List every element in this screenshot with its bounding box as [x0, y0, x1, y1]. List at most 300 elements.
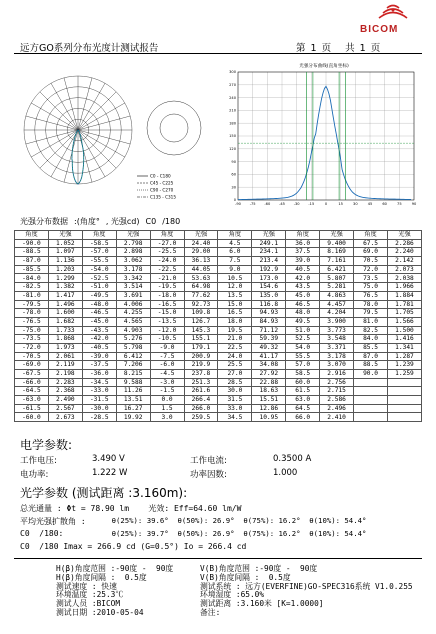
table-row — [15, 265, 422, 274]
table-cell: 1.781 — [387, 300, 421, 309]
curve-x-tick: 75 — [397, 202, 402, 206]
polar-spoke — [78, 116, 130, 130]
table-cell: 2.283 — [48, 378, 82, 387]
table-cell: 1.705 — [387, 309, 421, 318]
flux-line: 总光通量 : Φt = 78.90 lm 光效: Eff=64.60 lm/W — [20, 504, 242, 513]
table-cell: 2.673 — [48, 413, 82, 422]
table-cell: 81.0 — [354, 317, 388, 326]
table-cell: 4.5 — [218, 239, 252, 248]
table-cell: -15.0 — [150, 309, 184, 318]
polar-spoke — [78, 130, 130, 144]
table-row — [15, 326, 422, 335]
table-cell: 52.5 — [286, 335, 320, 344]
table-cell: 84.0 — [354, 335, 388, 344]
table-cell: 2.756 — [320, 378, 354, 387]
legend-c135: C135 - C315 — [150, 194, 177, 200]
table-cell: 44.05 — [184, 265, 218, 274]
table-cell: 2.496 — [320, 404, 354, 413]
table-cell: -57.0 — [82, 248, 116, 257]
table-cell: 29.00 — [184, 248, 218, 257]
table-cell: 2.586 — [320, 396, 354, 405]
table-cell: -3.0 — [150, 378, 184, 387]
table-cell: 2.119 — [48, 361, 82, 370]
table-cell: 45.0 — [286, 291, 320, 300]
table-cell: -4.5 — [150, 370, 184, 379]
table-cell: 1.973 — [48, 343, 82, 352]
table-cell: -54.0 — [82, 265, 116, 274]
table-row — [15, 404, 422, 413]
polar-detail-ring — [160, 114, 188, 142]
table-cell: 87.0 — [354, 352, 388, 361]
table-cell: 1.5 — [150, 404, 184, 413]
table-cell: 19.5 — [218, 326, 252, 335]
curve-x-tick: -15 — [308, 202, 315, 206]
table-cell: 4.255 — [116, 309, 150, 318]
table-cell: -39.0 — [82, 352, 116, 361]
polar-spoke — [64, 78, 78, 130]
table-cell: 22.88 — [252, 378, 286, 387]
table-cell: 3.514 — [116, 283, 150, 292]
table-cell: -7.5 — [150, 352, 184, 361]
table-cell: 53.63 — [184, 274, 218, 283]
curve-x-tick: 90 — [411, 202, 417, 206]
table-cell: 3.062 — [116, 257, 150, 266]
table-cell: -66.0 — [15, 378, 49, 387]
table-cell: 28.5 — [218, 378, 252, 387]
table-cell: 2.368 — [48, 387, 82, 396]
table-cell: 21.0 — [218, 335, 252, 344]
table-cell: -28.5 — [82, 413, 116, 422]
table-cell: 78.0 — [354, 300, 388, 309]
table-cell: 259.5 — [184, 413, 218, 422]
distribution-table — [14, 230, 422, 422]
table-cell: 237.8 — [184, 370, 218, 379]
table-cell: -63.0 — [15, 396, 49, 405]
table-cell: 4.565 — [116, 317, 150, 326]
table-cell: 79.5 — [354, 309, 388, 318]
table-cell: 75.0 — [354, 283, 388, 292]
table-header-cell: 光强 — [320, 231, 354, 240]
table-cell: -73.5 — [15, 335, 49, 344]
table-cell: 12.0 — [218, 283, 252, 292]
table-cell: 58.5 — [286, 370, 320, 379]
table-header-cell: 光强 — [387, 231, 421, 240]
table-cell — [387, 413, 421, 422]
table-cell: 213.4 — [252, 257, 286, 266]
table-cell: -43.5 — [82, 326, 116, 335]
table-cell: 6.0 — [218, 248, 252, 257]
table-cell: 2.073 — [387, 265, 421, 274]
table-cell: -72.0 — [15, 343, 49, 352]
table-cell: 2.286 — [387, 239, 421, 248]
table-cell: -10.5 — [150, 335, 184, 344]
table-cell: 1.382 — [48, 283, 82, 292]
curve-y-tick: 300 — [229, 70, 236, 75]
table-cell: 90.0 — [354, 370, 388, 379]
table-cell: 192.9 — [252, 265, 286, 274]
beam-angle-row2: θ(25%): 39.7° θ(50%): 26.9° θ(75%): 16.2° θ(10%): 54.4° — [94, 529, 367, 538]
table-cell: 1.682 — [48, 317, 82, 326]
table-cell: -58.5 — [82, 239, 116, 248]
curve-x-tick: 45 — [367, 202, 373, 206]
table-cell: 3.178 — [320, 352, 354, 361]
polar-spoke — [26, 130, 78, 144]
table-cell: 18.63 — [252, 387, 286, 396]
polar-spoke — [64, 130, 78, 182]
table-cell: 42.0 — [286, 274, 320, 283]
table-cell: 1.966 — [387, 283, 421, 292]
table-cell: 25.5 — [218, 361, 252, 370]
table-cell: 2.061 — [48, 352, 82, 361]
table-cell: 9.400 — [320, 239, 354, 248]
table-cell: 3.0 — [150, 413, 184, 422]
cartesian-intensity-chart — [216, 58, 422, 220]
table-cell: 5.281 — [320, 283, 354, 292]
table-cell: 15.51 — [252, 396, 286, 405]
table-cell: 2.898 — [116, 248, 150, 257]
table-cell: 4.006 — [116, 300, 150, 309]
curve-x-tick: -30 — [293, 202, 300, 206]
table-cell: 7.5 — [218, 257, 252, 266]
table-cell: 1.136 — [48, 257, 82, 266]
curve-x-tick: 0 — [324, 202, 328, 206]
table-cell: -30.0 — [82, 404, 116, 413]
table-cell: 2.410 — [320, 413, 354, 422]
table-cell: 1.417 — [48, 291, 82, 300]
table-cell: -87.0 — [15, 257, 49, 266]
table-cell — [387, 387, 421, 396]
table-cell: 173.0 — [252, 274, 286, 283]
polar-spoke — [78, 130, 105, 177]
polar-detail-ring — [147, 101, 201, 155]
table-cell: -34.5 — [82, 378, 116, 387]
table-cell: 9.588 — [116, 378, 150, 387]
table-cell: 249.1 — [252, 239, 286, 248]
table-cell: 4.204 — [320, 309, 354, 318]
table-cell: 27.0 — [218, 370, 252, 379]
table-cell: -52.5 — [82, 274, 116, 283]
table-cell: 11.26 — [116, 387, 150, 396]
polar-intensity-chart — [14, 58, 214, 218]
table-cell: 57.0 — [286, 361, 320, 370]
polar-spoke — [51, 83, 78, 130]
table-cell: 18.0 — [218, 317, 252, 326]
table-cell: 63.0 — [286, 396, 320, 405]
table-header-cell: 角度 — [150, 231, 184, 240]
table-cell: 92.73 — [184, 300, 218, 309]
table-cell: 3.371 — [320, 343, 354, 352]
table-row — [15, 239, 422, 248]
table-cell: 12.86 — [252, 404, 286, 413]
curve-y-tick: 60 — [231, 172, 236, 177]
table-cell: 88.5 — [354, 361, 388, 370]
table-cell: 60.0 — [286, 378, 320, 387]
table-cell: 85.5 — [354, 343, 388, 352]
table-cell: 1.566 — [387, 317, 421, 326]
power-value: 1.222 W — [92, 468, 128, 478]
table-cell: 48.0 — [286, 309, 320, 318]
curve-x-tick: 30 — [353, 202, 358, 206]
table-cell: 1.203 — [48, 265, 82, 274]
table-row — [15, 283, 422, 292]
table-cell: 1.239 — [387, 361, 421, 370]
curve-x-tick: 60 — [382, 202, 387, 206]
table-cell: -21.0 — [150, 274, 184, 283]
polar-spoke — [78, 92, 116, 130]
table-cell: 2.198 — [48, 370, 82, 379]
polar-spoke — [31, 130, 78, 157]
table-cell: 15.0 — [218, 300, 252, 309]
table-cell: 51.0 — [286, 326, 320, 335]
table-cell: 5.798 — [116, 343, 150, 352]
table-cell: -81.0 — [15, 291, 49, 300]
table-cell: 266.0 — [184, 404, 218, 413]
page-info: 第 1 页 共 1 页 — [296, 43, 381, 54]
table-cell: 71.12 — [252, 326, 286, 335]
curve-y-tick: 0 — [233, 198, 236, 203]
table-cell: 36.13 — [184, 257, 218, 266]
table-cell: -82.5 — [15, 283, 49, 292]
curve-y-tick: 210 — [229, 108, 236, 113]
table-cell: 154.6 — [252, 283, 286, 292]
table-cell: 37.5 — [286, 248, 320, 257]
table-cell: 6.421 — [320, 265, 354, 274]
table-cell: 4.863 — [320, 291, 354, 300]
table-cell — [387, 378, 421, 387]
table-row — [15, 335, 422, 344]
curve-x-tick: -75 — [249, 202, 256, 206]
table-cell: -24.0 — [150, 257, 184, 266]
header-rule — [14, 53, 422, 54]
table-cell: 261.6 — [184, 387, 218, 396]
table-row — [15, 352, 422, 361]
table-row — [15, 317, 422, 326]
table-row — [15, 309, 422, 318]
table-cell: -67.5 — [15, 370, 49, 379]
table-cell: 24.0 — [218, 352, 252, 361]
power-label: 电功率: — [20, 470, 49, 480]
table-cell: 55.5 — [286, 352, 320, 361]
table-cell: 135.0 — [252, 291, 286, 300]
table-cell — [354, 413, 388, 422]
electrical-heading: 电学参数: — [20, 438, 73, 452]
curve-y-tick: 180 — [229, 121, 236, 126]
legend-c45: C45 - C225 — [150, 180, 174, 186]
table-cell: 61.5 — [286, 387, 320, 396]
table-cell: -36.0 — [82, 370, 116, 379]
table-cell: 2.715 — [320, 387, 354, 396]
polar-spoke — [78, 130, 92, 182]
table-cell: 1.868 — [48, 335, 82, 344]
distribution-heading: 光强分布数据 :(角度° , 光强cd) C0 /180 — [20, 217, 181, 226]
table-cell: 13.51 — [116, 396, 150, 405]
curve-y-tick: 30 — [231, 185, 236, 190]
table-cell: 34.08 — [252, 361, 286, 370]
table-cell: 49.32 — [252, 343, 286, 352]
current-label: 工作电流: — [190, 456, 227, 466]
table-cell: 2.038 — [387, 274, 421, 283]
table-cell: 234.1 — [252, 248, 286, 257]
table-cell: 219.9 — [184, 361, 218, 370]
table-cell: 31.5 — [218, 396, 252, 405]
table-row — [15, 248, 422, 257]
curve-title: 光强分布曲线(直角坐标) — [299, 64, 349, 69]
polar-spoke — [26, 116, 78, 130]
table-cell: -33.0 — [82, 387, 116, 396]
current-value: 0.3500 A — [273, 454, 312, 464]
table-cell — [354, 378, 388, 387]
table-cell: 10.95 — [252, 413, 286, 422]
table-cell: 1.341 — [387, 343, 421, 352]
table-cell: 116.8 — [252, 300, 286, 309]
table-cell: 251.3 — [184, 378, 218, 387]
table-cell: 69.0 — [354, 248, 388, 257]
table-cell: 72.0 — [354, 265, 388, 274]
table-cell: 6.412 — [116, 352, 150, 361]
table-cell: -75.0 — [15, 326, 49, 335]
table-cell: -42.0 — [82, 335, 116, 344]
table-cell: -27.0 — [150, 239, 184, 248]
table-cell: 155.1 — [184, 335, 218, 344]
polar-spoke — [78, 83, 105, 130]
table-cell: 3.548 — [320, 335, 354, 344]
table-cell: 54.0 — [286, 343, 320, 352]
table-cell: 19.92 — [116, 413, 150, 422]
legend-c90: C90 - C270 — [150, 187, 174, 193]
table-cell: 34.5 — [218, 413, 252, 422]
table-header-cell: 光强 — [116, 231, 150, 240]
table-cell: 76.5 — [354, 291, 388, 300]
table-header-cell: 角度 — [218, 231, 252, 240]
table-cell: -25.5 — [150, 248, 184, 257]
table-cell: -18.0 — [150, 291, 184, 300]
table-cell: 77.62 — [184, 291, 218, 300]
test-conditions-left: H(β)角度范围 :-90度 - 90度 H(β)角度间隔 : 0.5度 测试速度 : 快速 环境温度 :25.3℃ 测试人员 :BICOM 测试日期 :2010-05-04 — [56, 564, 174, 617]
table-cell: -9.0 — [150, 343, 184, 352]
beam-angle-cplane: C0 /180: — [20, 529, 64, 538]
table-cell: -51.0 — [82, 283, 116, 292]
table-cell: 64.98 — [184, 283, 218, 292]
table-cell: 46.5 — [286, 300, 320, 309]
table-cell: 1.287 — [387, 352, 421, 361]
table-cell: 94.93 — [252, 309, 286, 318]
table-cell: 49.5 — [286, 317, 320, 326]
table-cell: 0.0 — [150, 396, 184, 405]
polar-spoke — [40, 92, 78, 130]
table-cell: 1.052 — [48, 239, 82, 248]
table-cell: 5.276 — [116, 335, 150, 344]
table-cell: 66.0 — [286, 413, 320, 422]
table-cell: 3.691 — [116, 291, 150, 300]
table-cell: 1.884 — [387, 291, 421, 300]
table-cell: 266.4 — [184, 396, 218, 405]
table-row — [15, 370, 422, 379]
curve-y-tick: 240 — [229, 95, 236, 100]
table-cell: 5.807 — [320, 274, 354, 283]
table-cell: 16.27 — [116, 404, 150, 413]
table-cell: -16.5 — [150, 300, 184, 309]
table-header-cell: 光强 — [184, 231, 218, 240]
curve-y-tick: 150 — [229, 134, 236, 139]
table-cell: -55.5 — [82, 257, 116, 266]
report-title: 远方GO系列分布光度计测试报告 — [20, 43, 159, 54]
table-cell: 145.3 — [184, 326, 218, 335]
table-header-cell: 角度 — [15, 231, 49, 240]
table-cell: 22.5 — [218, 343, 252, 352]
table-cell: -12.0 — [150, 326, 184, 335]
table-cell: 73.5 — [354, 274, 388, 283]
table-cell: 179.1 — [184, 343, 218, 352]
table-cell: -70.5 — [15, 352, 49, 361]
table-row — [15, 413, 422, 422]
beam-angle-title: 平均光强扩散角 : — [20, 517, 86, 526]
table-cell: 1.733 — [48, 326, 82, 335]
logo-text: BICOM — [360, 24, 399, 35]
table-cell: 200.9 — [184, 352, 218, 361]
table-header-cell: 光强 — [48, 231, 82, 240]
table-cell — [387, 404, 421, 413]
table-cell: 2.142 — [387, 257, 421, 266]
table-cell: -1.5 — [150, 387, 184, 396]
table-cell: 10.5 — [218, 274, 252, 283]
table-cell: -45.0 — [82, 317, 116, 326]
table-cell: -85.5 — [15, 265, 49, 274]
polar-legend — [137, 174, 176, 200]
table-cell: 3.070 — [320, 361, 354, 370]
curve-x-tick: -90 — [235, 202, 241, 206]
table-cell: 2.490 — [48, 396, 82, 405]
table-cell: 30.0 — [218, 387, 252, 396]
beam-angle-row1: θ(25%): 39.6° θ(50%): 26.9° θ(75%): 16.2° θ(10%): 54.4° — [94, 516, 367, 525]
table-cell: 2.916 — [320, 370, 354, 379]
voltage-label: 工作电压: — [20, 456, 57, 466]
table-row — [15, 343, 422, 352]
voltage-value: 3.490 V — [92, 454, 125, 464]
table-cell — [354, 387, 388, 396]
table-cell: 1.500 — [387, 326, 421, 335]
table-cell: 3.773 — [320, 326, 354, 335]
power-factor-label: 功率因数: — [190, 470, 227, 480]
table-cell: -40.5 — [82, 343, 116, 352]
table-cell: 8.215 — [116, 370, 150, 379]
table-header-cell: 光强 — [252, 231, 286, 240]
table-cell: 24.40 — [184, 239, 218, 248]
table-cell: 7.206 — [116, 361, 150, 370]
table-cell: -84.0 — [15, 274, 49, 283]
table-row — [15, 378, 422, 387]
table-cell: 64.5 — [286, 404, 320, 413]
table-cell: -79.5 — [15, 300, 49, 309]
polar-spoke — [78, 78, 92, 130]
table-cell — [354, 396, 388, 405]
table-cell: 16.5 — [218, 309, 252, 318]
table-cell: -19.5 — [150, 283, 184, 292]
polar-spoke — [78, 130, 125, 157]
table-cell: 2.240 — [387, 248, 421, 257]
table-cell: 67.5 — [354, 239, 388, 248]
table-cell: 4.903 — [116, 326, 150, 335]
table-row — [15, 274, 422, 283]
table-cell: 33.0 — [218, 404, 252, 413]
table-cell: 2.798 — [116, 239, 150, 248]
table-cell: 59.39 — [252, 335, 286, 344]
curve-series-line — [238, 86, 411, 199]
table-cell: 27.92 — [252, 370, 286, 379]
table-cell: -90.0 — [15, 239, 49, 248]
table-row — [15, 300, 422, 309]
optical-heading: 光学参数 (测试距离 :3.160m): — [20, 486, 188, 500]
curve-y-tick: 270 — [229, 83, 236, 87]
